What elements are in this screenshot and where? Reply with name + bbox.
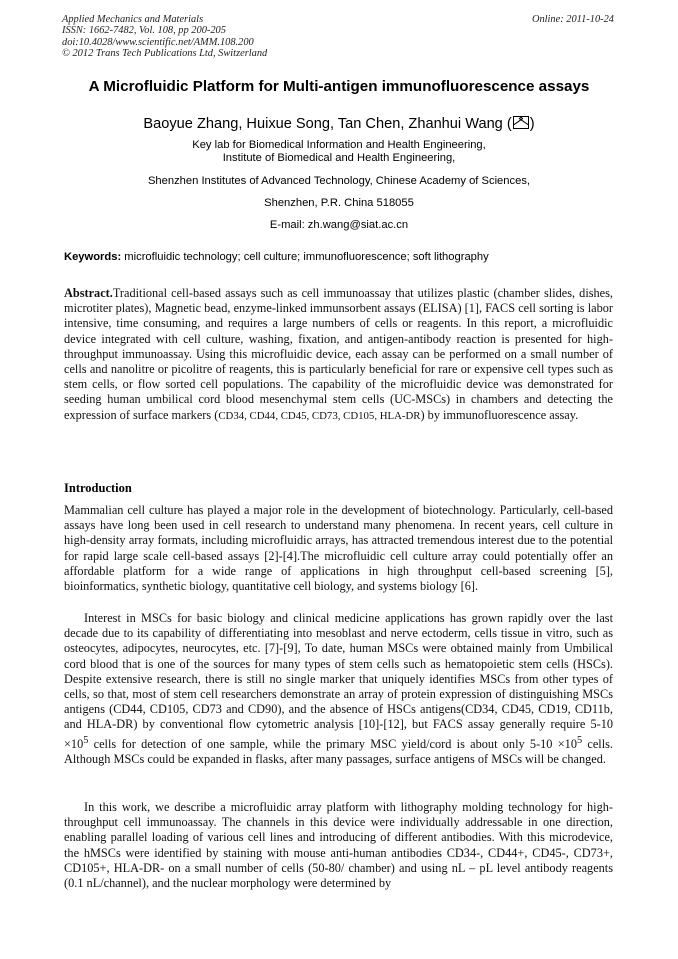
section-heading-introduction: Introduction bbox=[64, 481, 132, 495]
intro-p3-text: In this work, we describe a microfluidic array platform with lithography molding technology for high-throughput cell immunoassay. The channels in this device were individually addressable in one direction, enabling parallel loading of various cell lines and introducing of different antibodies. With this microdevice, the hMSCs were identified by staining with mouse anti-human antibodies CD34-, CD44+, CD45-, CD73+, CD105+, HLA-DR- on a small number of cells (50-80/ chamber) and using nL – pL level antibody reagents (0.1 nL/channel), and the nuclear morphology were determined by bbox=[64, 800, 613, 891]
affiliation-line-3: Shenzhen Institutes of Advanced Technology, Chinese Academy of Sciences, bbox=[147, 175, 531, 187]
intro-p2-text-c: cells. Although MSCs could be expanded in flasks, after many passages, surface antigens of MSCs will be changed. bbox=[64, 736, 613, 766]
doi-line: doi:10.4028/www.scientific.net/AMM.108.200 bbox=[62, 36, 254, 48]
intro-p2-text: Interest in MSCs for basic biology and clinical medicine applications has grown rapidly over the last decade due to its capability of differentiating into mesoblast and nerve ectoderm, cells tissue in vitro, such as osteocytes, adipocytes, neurocytes, etc. [7]-[9], To date, human MSCs were obtained mainly from Umbilical cord blood that is one of the sources for many types of stem cells such as hematopoietic stem cells (HSCs). Despite extensive research, there is still no single marker that uniquely identifies MSCs from other types of cells, so that, most of stem cell researchers demonstrate an array of protein expression of distinguishing MSCs antigens (CD44, CD105, CD73 and CD90), and the absence of HSCs antigens(CD34, CD45, CD19, CD11b, and HLA-DR) by conventional flow cytometric analysis [10]-[12], but FACS assay generally require 5-10 ×10 bbox=[64, 611, 613, 751]
intro-paragraph-2 bbox=[64, 611, 613, 767]
email-line: E-mail: zh.wang@siat.ac.cn bbox=[269, 219, 409, 231]
affiliation-line-1: Key lab for Biomedical Information and Health Engineering, bbox=[192, 139, 486, 151]
abstract-text-end: ) by immunofluorescence assay. bbox=[420, 407, 579, 422]
intro-p2-text-b: cells for detection of one sample, while the primary MSC yield/cord is about only 5-10 ×10 bbox=[88, 736, 577, 751]
keywords-text: microfluidic technology; cell culture; immunofluorescence; soft lithography bbox=[121, 251, 489, 263]
author-list bbox=[40, 116, 638, 132]
superscript: 5 bbox=[576, 734, 583, 746]
online-date: Online: 2011-10-24 bbox=[531, 14, 614, 25]
copyright-line: © 2012 Trans Tech Publications Ltd, Switzerland bbox=[62, 48, 268, 60]
abstract bbox=[64, 286, 613, 424]
affiliation-line-2: Institute of Biomedical and Health Engineering, bbox=[222, 152, 456, 164]
journal-name: Applied Mechanics and Materials bbox=[62, 14, 204, 25]
intro-paragraph-3 bbox=[64, 800, 613, 891]
affiliation-line-4: Shenzhen, P.R. China 518055 bbox=[264, 197, 414, 209]
envelope-icon bbox=[513, 116, 529, 129]
keywords-label: Keywords: bbox=[64, 251, 122, 263]
paper-title: A Microfluidic Platform for Multi-antigen immunofluorescence assays bbox=[88, 78, 590, 95]
issn-line: ISSN: 1662-7482, Vol. 108, pp 200-205 bbox=[62, 25, 226, 37]
abstract-text: Traditional cell-based assays such as cell immunoassay that utilizes plastic (chamber slides, dishes, microtiter plates), Magnetic bead, enzyme-linked immunsorbent assays (ELISA) [1], FACS cell sorting is labor intensive, time consuming, and requires a large numbers of cells or reagents. In this report, a microfluidic device integrated with cell culture, washing, fixation, and antigen-antibody reaction is presented for high-throughput immunoassay. Using this microfluidic device, each assay can be performed on a small number of cells and nanolitre or picolitre of reagents, this is particularly beneficial for rare or expensive cell types such as stem cells, or flow sorted cell populations. The capability of the microfluidic device was demonstrated for seeding human umbilical cord blood mesenchymal stem cells (UC-MSCs) in chambers and detecting the expression of surface markers ( bbox=[64, 286, 613, 422]
keywords bbox=[64, 251, 624, 263]
superscript: 5 bbox=[83, 734, 89, 746]
authors-text: Baoyue Zhang, Huixue Song, Tan Chen, Zhanhui Wang ( bbox=[143, 116, 512, 132]
journal-header bbox=[62, 14, 614, 60]
abstract-markers: CD34, CD44, CD45, CD73, CD105, HLA-DR bbox=[218, 409, 421, 422]
abstract-label: Abstract. bbox=[64, 286, 113, 300]
authors-close: ) bbox=[529, 116, 535, 132]
intro-paragraph-1: Mammalian cell culture has played a major role in the development of biotechnology. Particularly, cell-based assays have long been used in cell research to understand many phenomena. In recent years, cell culture in high-density array formats, including microfluidic arrays, has attracted tremendous interest due to the potential for rapid large scale cell-based assays [2]-[4].The microfluidic cell culture array could potentially offer an affordable platform for a wide range of applications in high throughput cell-based screening [5], bioinformatics, synthetic biology, quantitative cell biology, and systems biology [6]. bbox=[64, 503, 613, 594]
